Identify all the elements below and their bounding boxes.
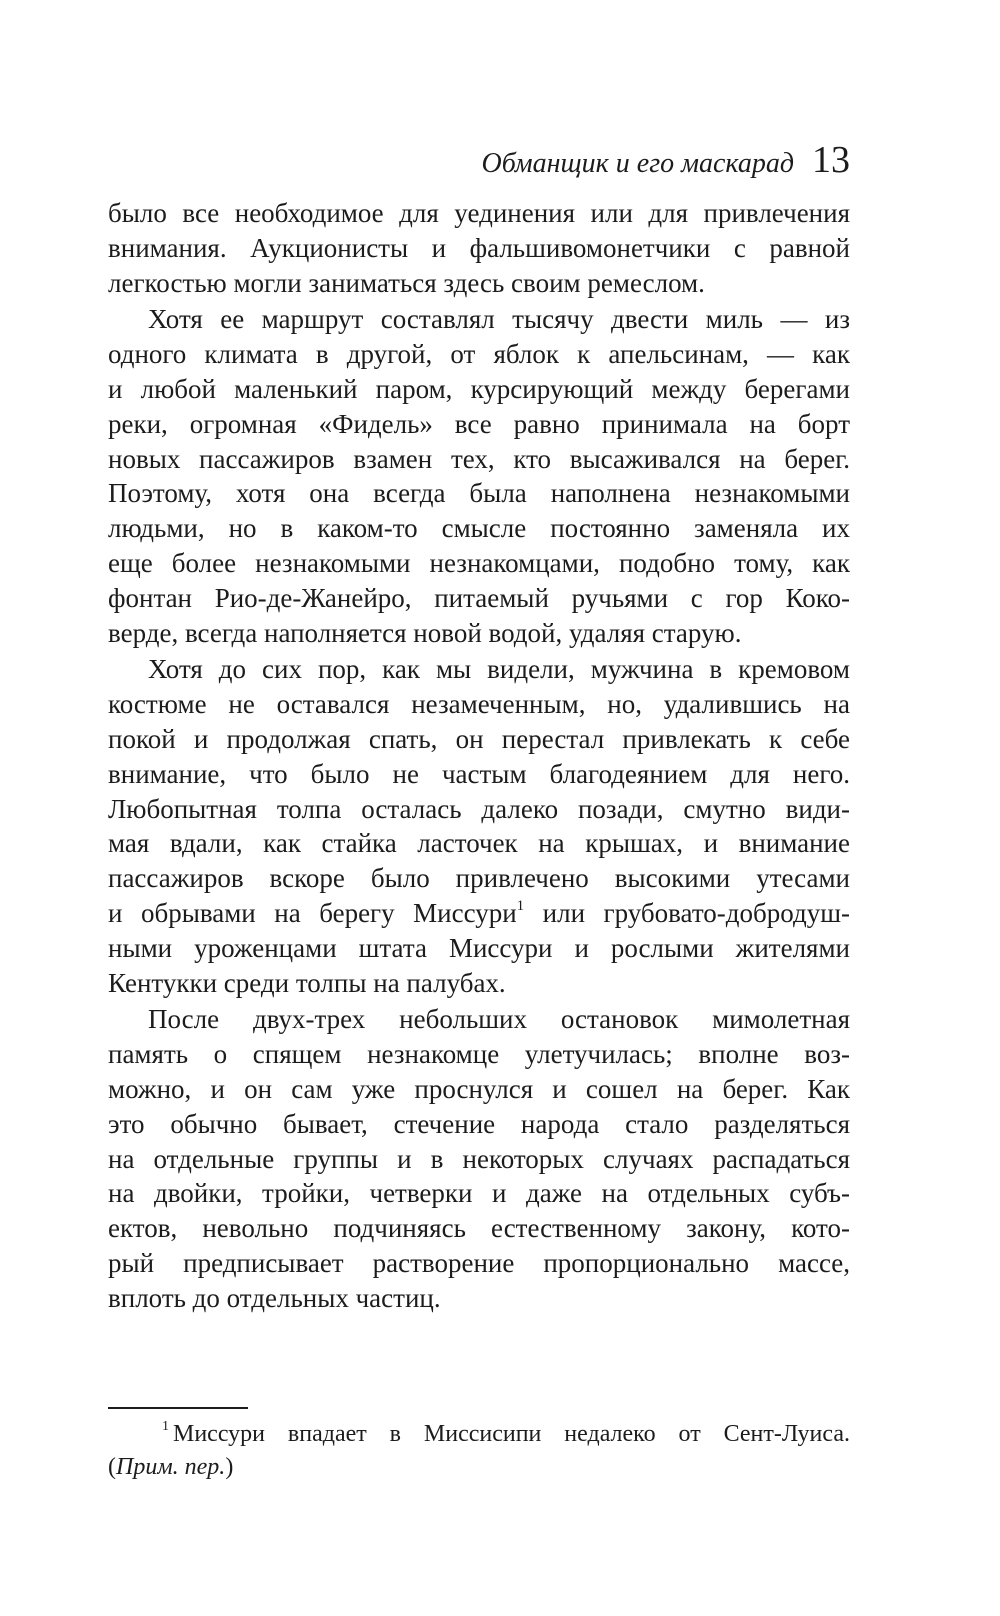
footnote xyxy=(108,1418,850,1484)
paragraph-2 xyxy=(108,302,850,650)
text-line: новых пассажиров взамен тех, кто высаживался на берег. xyxy=(108,443,850,474)
footnote-text: Миссури впадает в Миссисипи недалеко от Сент-Луиса. xyxy=(173,1421,850,1447)
text-line: на отдельные группы и в некоторых случаях распадаться xyxy=(108,1143,850,1174)
text-line: еще более незнакомыми незнакомцами, подобно тому, как xyxy=(108,547,850,578)
paragraph-4 xyxy=(108,1002,850,1315)
text-line: одного климата в другой, от яблок к апельсинам, — как xyxy=(108,339,850,370)
paren-close: ) xyxy=(225,1454,234,1480)
running-header xyxy=(108,138,850,182)
text-line: мая вдали, как стайка ласточек на крышах, и внимание xyxy=(108,828,850,859)
text-line: людьми, но в каком-то смысле постоянно заменяла их xyxy=(108,513,850,544)
text-line: верде, всегда наполняется новой водой, удаляя старую. xyxy=(108,617,742,648)
text-line: ными уроженцами штата Миссури и рослыми жителями xyxy=(108,932,850,963)
translator-note: Прим. пер. xyxy=(116,1454,226,1480)
text-line: Поэтому, хотя она всегда была наполнена незнакомыми xyxy=(108,478,850,509)
footnote-reference: 1 xyxy=(516,897,525,914)
text-line: Кентукки среди толпы на палубах. xyxy=(108,967,506,998)
footnote-divider xyxy=(108,1407,248,1409)
page-number: 13 xyxy=(812,139,850,181)
text-line: костюме не оставался незамеченным, но, удалившись на xyxy=(108,689,850,720)
footnote-note-line xyxy=(108,1451,850,1484)
text-line: Хотя ее маршрут составлял тысячу двести миль — из xyxy=(148,304,850,335)
text-line-tail: или грубовато-добродуш- xyxy=(524,897,850,928)
text-line: фонтан Рио-де-Жанейро, питаемый ручьями с гор Коко- xyxy=(108,582,850,613)
paragraph-3 xyxy=(108,652,850,1000)
text-line: пассажиров вскоре было привлечено высокими утесами xyxy=(108,863,850,894)
text-line: ектов, невольно подчиняясь естественному закону, кото- xyxy=(108,1213,850,1244)
text-line: покой и продолжая спать, он перестал привлекать к себе xyxy=(108,723,850,754)
text-line: память о спящем незнакомце улетучилась; вполне воз- xyxy=(108,1039,850,1070)
text-line-head: и обрывами на берегу Миссури xyxy=(108,897,517,928)
body-text xyxy=(108,196,850,1316)
text-line: реки, огромная «Фидель» все равно принимала на борт xyxy=(108,408,850,439)
text-line: рый предписывает растворение пропорционально массе, xyxy=(108,1247,850,1278)
footnote-marker: 1 xyxy=(162,1419,169,1434)
text-line: легкостью могли заниматься здесь своим ремеслом. xyxy=(108,267,705,298)
text-line-with-footnote xyxy=(108,896,850,931)
text-line: внимания. Аукционисты и фальшивомонетчики с равной xyxy=(108,232,850,263)
text-line: После двух-трех небольших остановок мимолетная xyxy=(148,1004,850,1035)
text-line: внимание, что было не частым благодеянием для него. xyxy=(108,758,850,789)
running-title: Обманщик и его маскарад xyxy=(481,148,794,179)
text-line: Хотя до сих пор, как мы видели, мужчина в кремовом xyxy=(148,654,850,685)
text-line: и любой маленький паром, курсирующий между берегами xyxy=(108,373,850,404)
paren-open: ( xyxy=(108,1454,116,1480)
footnote-line xyxy=(108,1418,850,1451)
text-line: было все необходимое для уединения или для привлечения xyxy=(108,198,850,228)
text-line: это обычно бывает, стечение народа стало разделяться xyxy=(108,1108,850,1139)
text-line: Любопытная толпа осталась далеко позади, смутно види- xyxy=(108,793,850,824)
text-line: вплоть до отдельных частиц. xyxy=(108,1282,441,1313)
text-line: на двойки, тройки, четверки и даже на отдельных субъ- xyxy=(108,1178,850,1209)
text-line: можно, и он сам уже проснулся и сошел на берег. Как xyxy=(108,1073,850,1104)
paragraph-1 xyxy=(108,196,850,300)
